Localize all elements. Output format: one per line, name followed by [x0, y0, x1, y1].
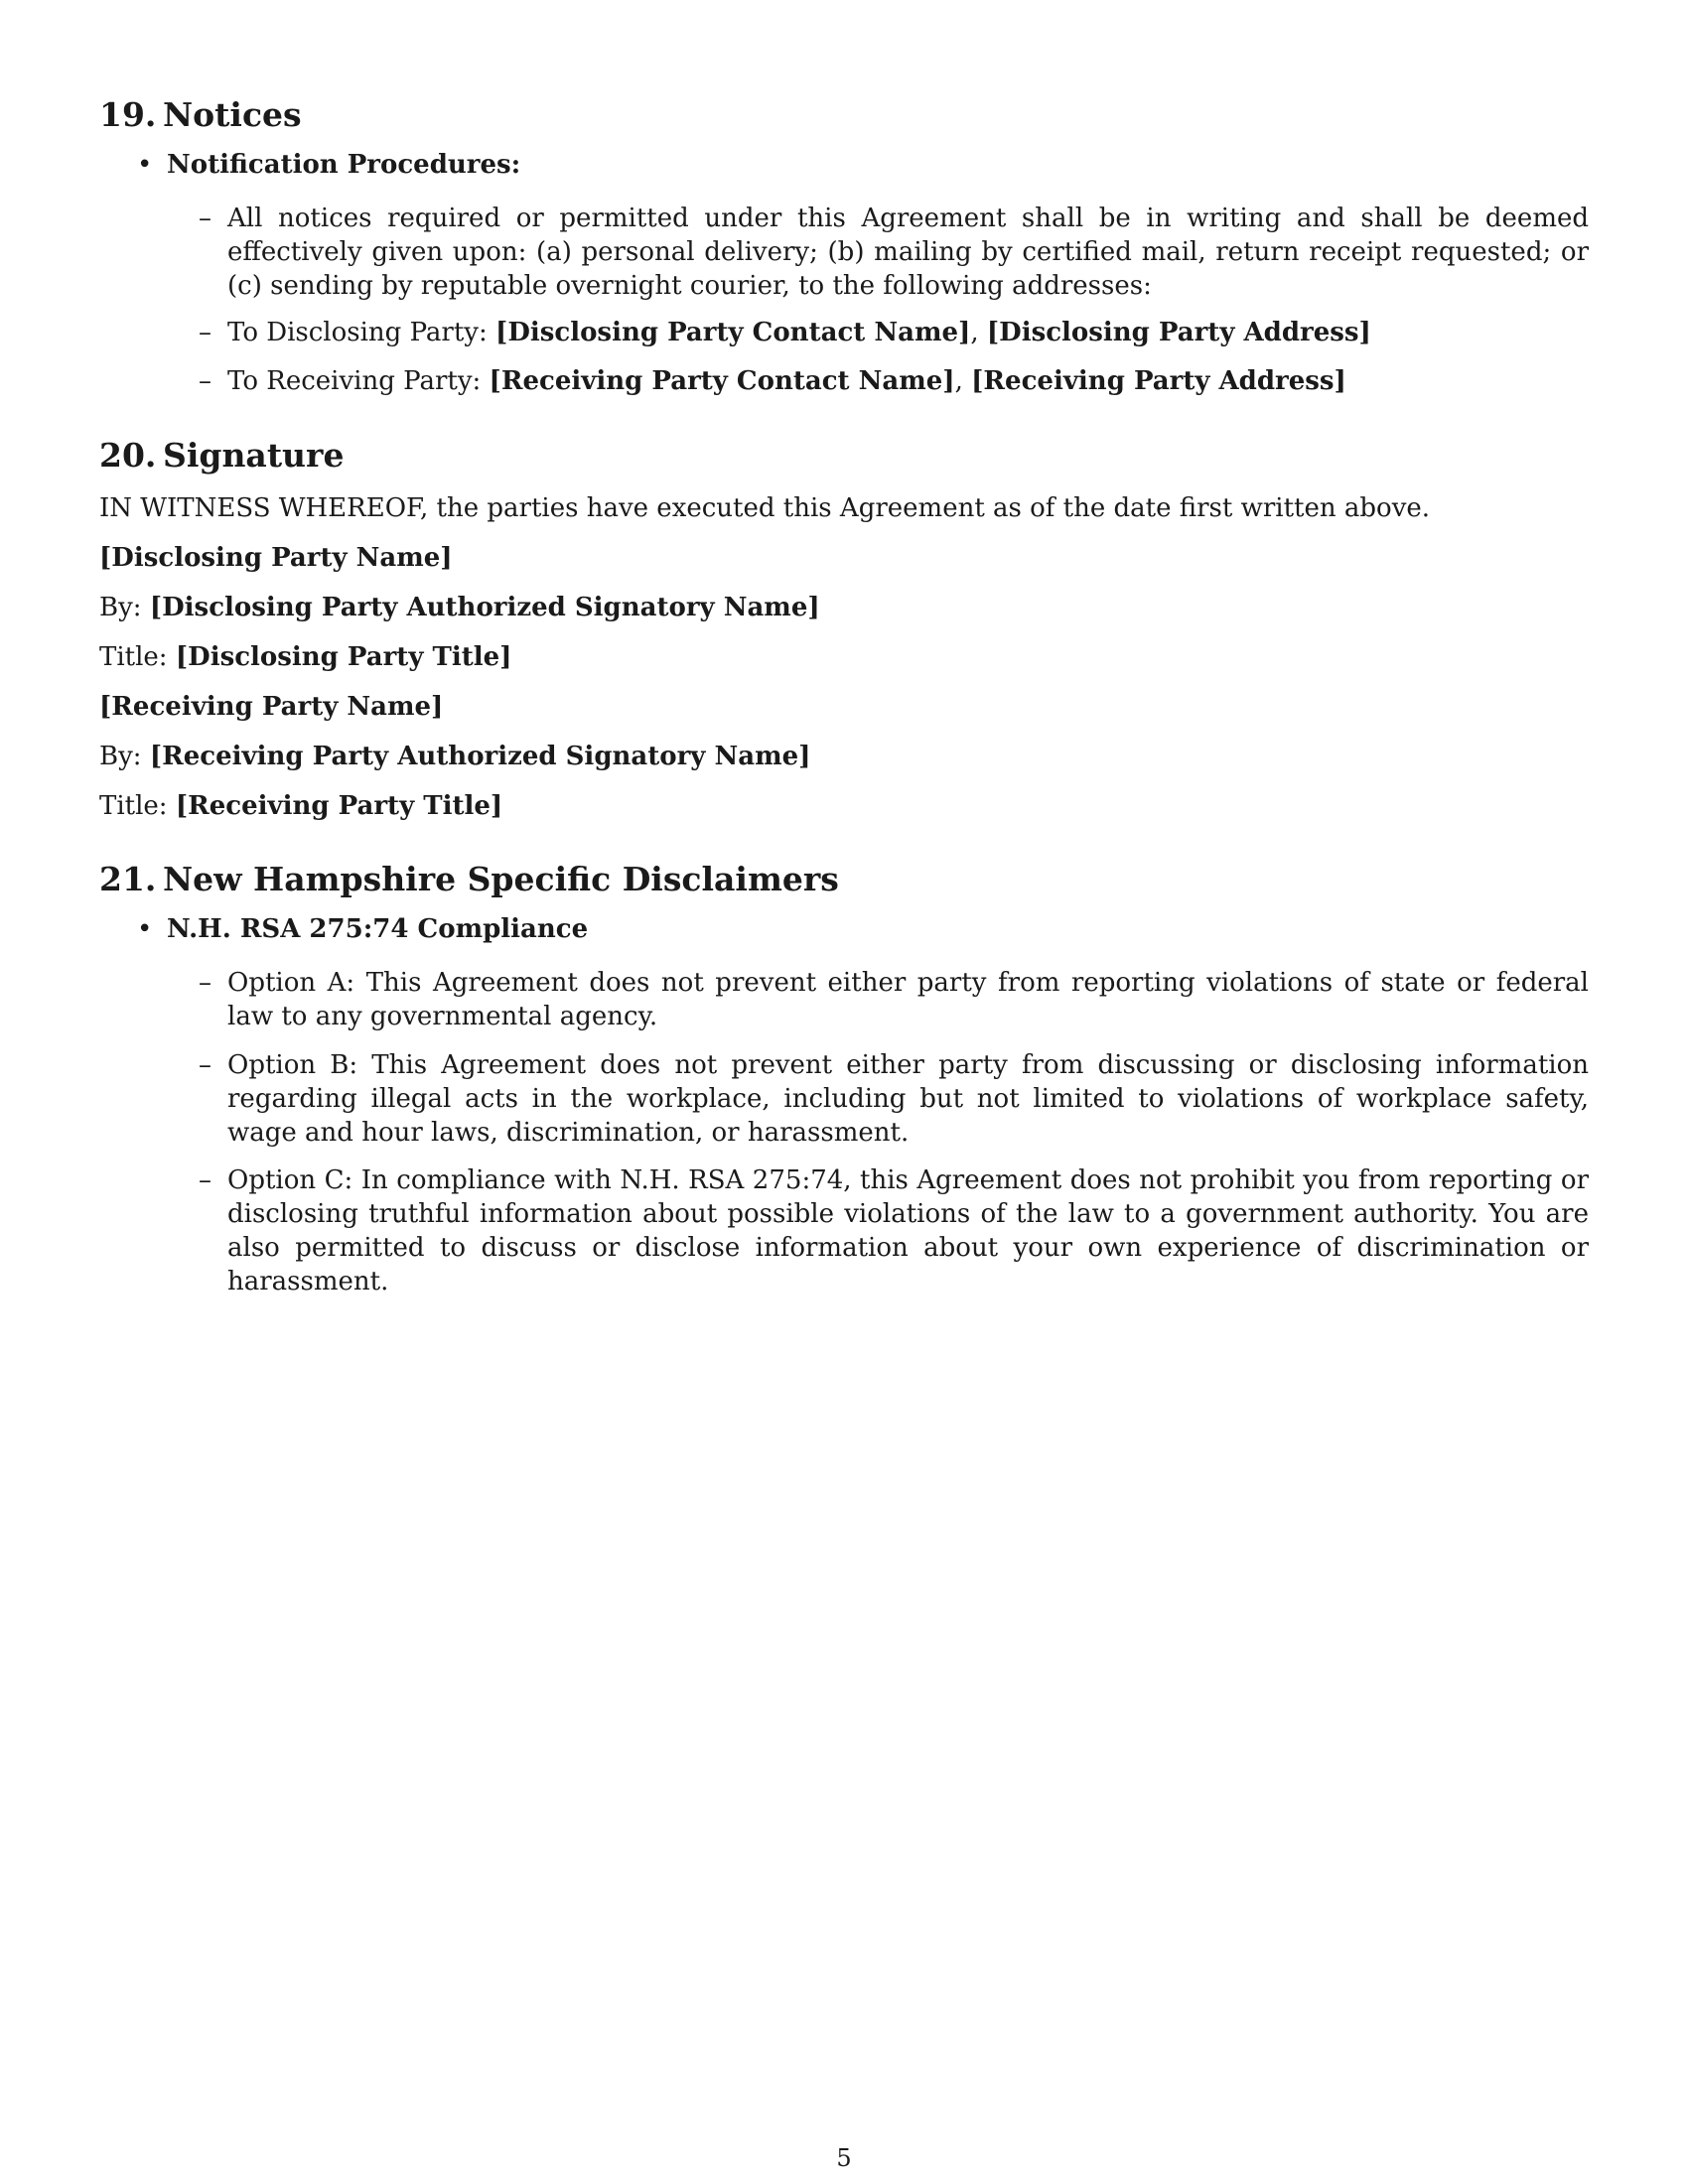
disclosing-party-name [99, 541, 453, 575]
subheading-nh-rsa: • N.H. RSA 275:74 Compliance [137, 914, 589, 944]
prefix: To Receiving Party: [227, 366, 490, 396]
list-item: – All notices required or permitted under this Agreement shall be in writing and shall be deemed effectively given upon: (a) personal delivery; (b) mailing by certified mail, return receipt requested; or (c) sending by reputable overnight courier, to the following addresses: [199, 204, 1589, 301]
disclosing-title: [Disclosing Party Title] [175, 642, 512, 672]
receiving-title: [Receiving Party Title] [175, 791, 503, 821]
section-heading-nh-disclaimers [99, 860, 839, 898]
section-heading-signature [99, 436, 344, 475]
prefix: To Disclosing Party: [227, 318, 496, 347]
receiving-contact: [Receiving Party Contact Name] [489, 366, 955, 396]
list-item-option-a: – Option A: This Agreement does not prevent either party from reporting violations of state or federal law to any governmental agency. [199, 968, 1589, 1031]
section-title: Notices [163, 95, 302, 134]
disclosing-title-line [99, 640, 511, 674]
receiving-name-placeholder: [Receiving Party Name] [99, 692, 444, 722]
section-number: 19. [99, 95, 157, 134]
subheading-text: Notification Procedures: [167, 150, 521, 180]
list-item-disclosing-address: – To Disclosing Party: [Disclosing Party Contact Name], [Disclosing Party Address] [199, 318, 1371, 347]
receiving-signatory-line [99, 740, 810, 773]
receiving-address: [Receiving Party Address] [971, 366, 1346, 396]
disclosing-signatory: [Disclosing Party Authorized Signatory Name] [149, 593, 820, 622]
disclosing-address: [Disclosing Party Address] [986, 318, 1371, 347]
disclosing-signatory-line [99, 591, 820, 624]
by-label: By: [99, 742, 150, 771]
by-label: By: [99, 593, 150, 622]
section-title: New Hampshire Specific Disclaimers [163, 860, 839, 898]
title-label: Title: [99, 642, 176, 672]
disclosing-contact: [Disclosing Party Contact Name] [495, 318, 971, 347]
option-text: Option B: This Agreement does not prevent either party from discussing or disclosing information regarding illegal acts in the workplace, including but not limited to violations of workplace safety, wage and hour laws, discrimination, or harassment. [227, 1050, 1589, 1148]
list-item-option-c: – Option C: In compliance with N.H. RSA 275:74, this Agreement does not prohibit you from reporting or disclosing truthful information about possible violations of the law to a government authority. You are also permitted to discuss or disclose information about your own experience of discrimination or harassment. [199, 1165, 1589, 1297]
witness-paragraph: IN WITNESS WHEREOF, the parties have executed this Agreement as of the date first written above. [99, 493, 1431, 523]
receiving-title-line [99, 789, 502, 823]
list-item-option-b: – Option B: This Agreement does not prevent either party from discussing or disclosing information regarding illegal acts in the workplace, including but not limited to violations of workplace safety, wage and hour laws, discrimination, or harassment. [199, 1050, 1589, 1148]
subheading-text: N.H. RSA 275:74 Compliance [167, 914, 589, 944]
option-text: Option C: In compliance with N.H. RSA 275:74, this Agreement does not prohibit you from reporting or disclosing truthful information about possible violations of the law to a government authority. You are also permitted to discuss or disclose information about your own experience of discrimination or harassment. [227, 1165, 1589, 1297]
receiving-party-name [99, 690, 443, 724]
disclosing-name-placeholder: [Disclosing Party Name] [99, 543, 453, 573]
option-text: Option A: This Agreement does not prevent either party from reporting violations of state or federal law to any governmental agency. [227, 968, 1589, 1031]
section-heading-notices [99, 95, 302, 134]
subheading-notification-procedures: • Notification Procedures: [137, 150, 521, 180]
section-number: 20. [99, 436, 157, 475]
receiving-signatory: [Receiving Party Authorized Signatory Name] [149, 742, 811, 771]
section-number: 21. [99, 860, 157, 898]
notice-text: All notices required or permitted under this Agreement shall be in writing and shall be deemed effectively given upon: (a) personal delivery; (b) mailing by certified mail, return receipt requested; or (c) sending by reputable overnight courier, to the following addresses: [227, 204, 1589, 301]
list-item-receiving-address: – To Receiving Party: [Receiving Party Contact Name], [Receiving Party Address] [199, 366, 1346, 396]
title-label: Title: [99, 791, 176, 821]
section-title: Signature [163, 436, 345, 475]
page-number: 5 [836, 2144, 852, 2172]
